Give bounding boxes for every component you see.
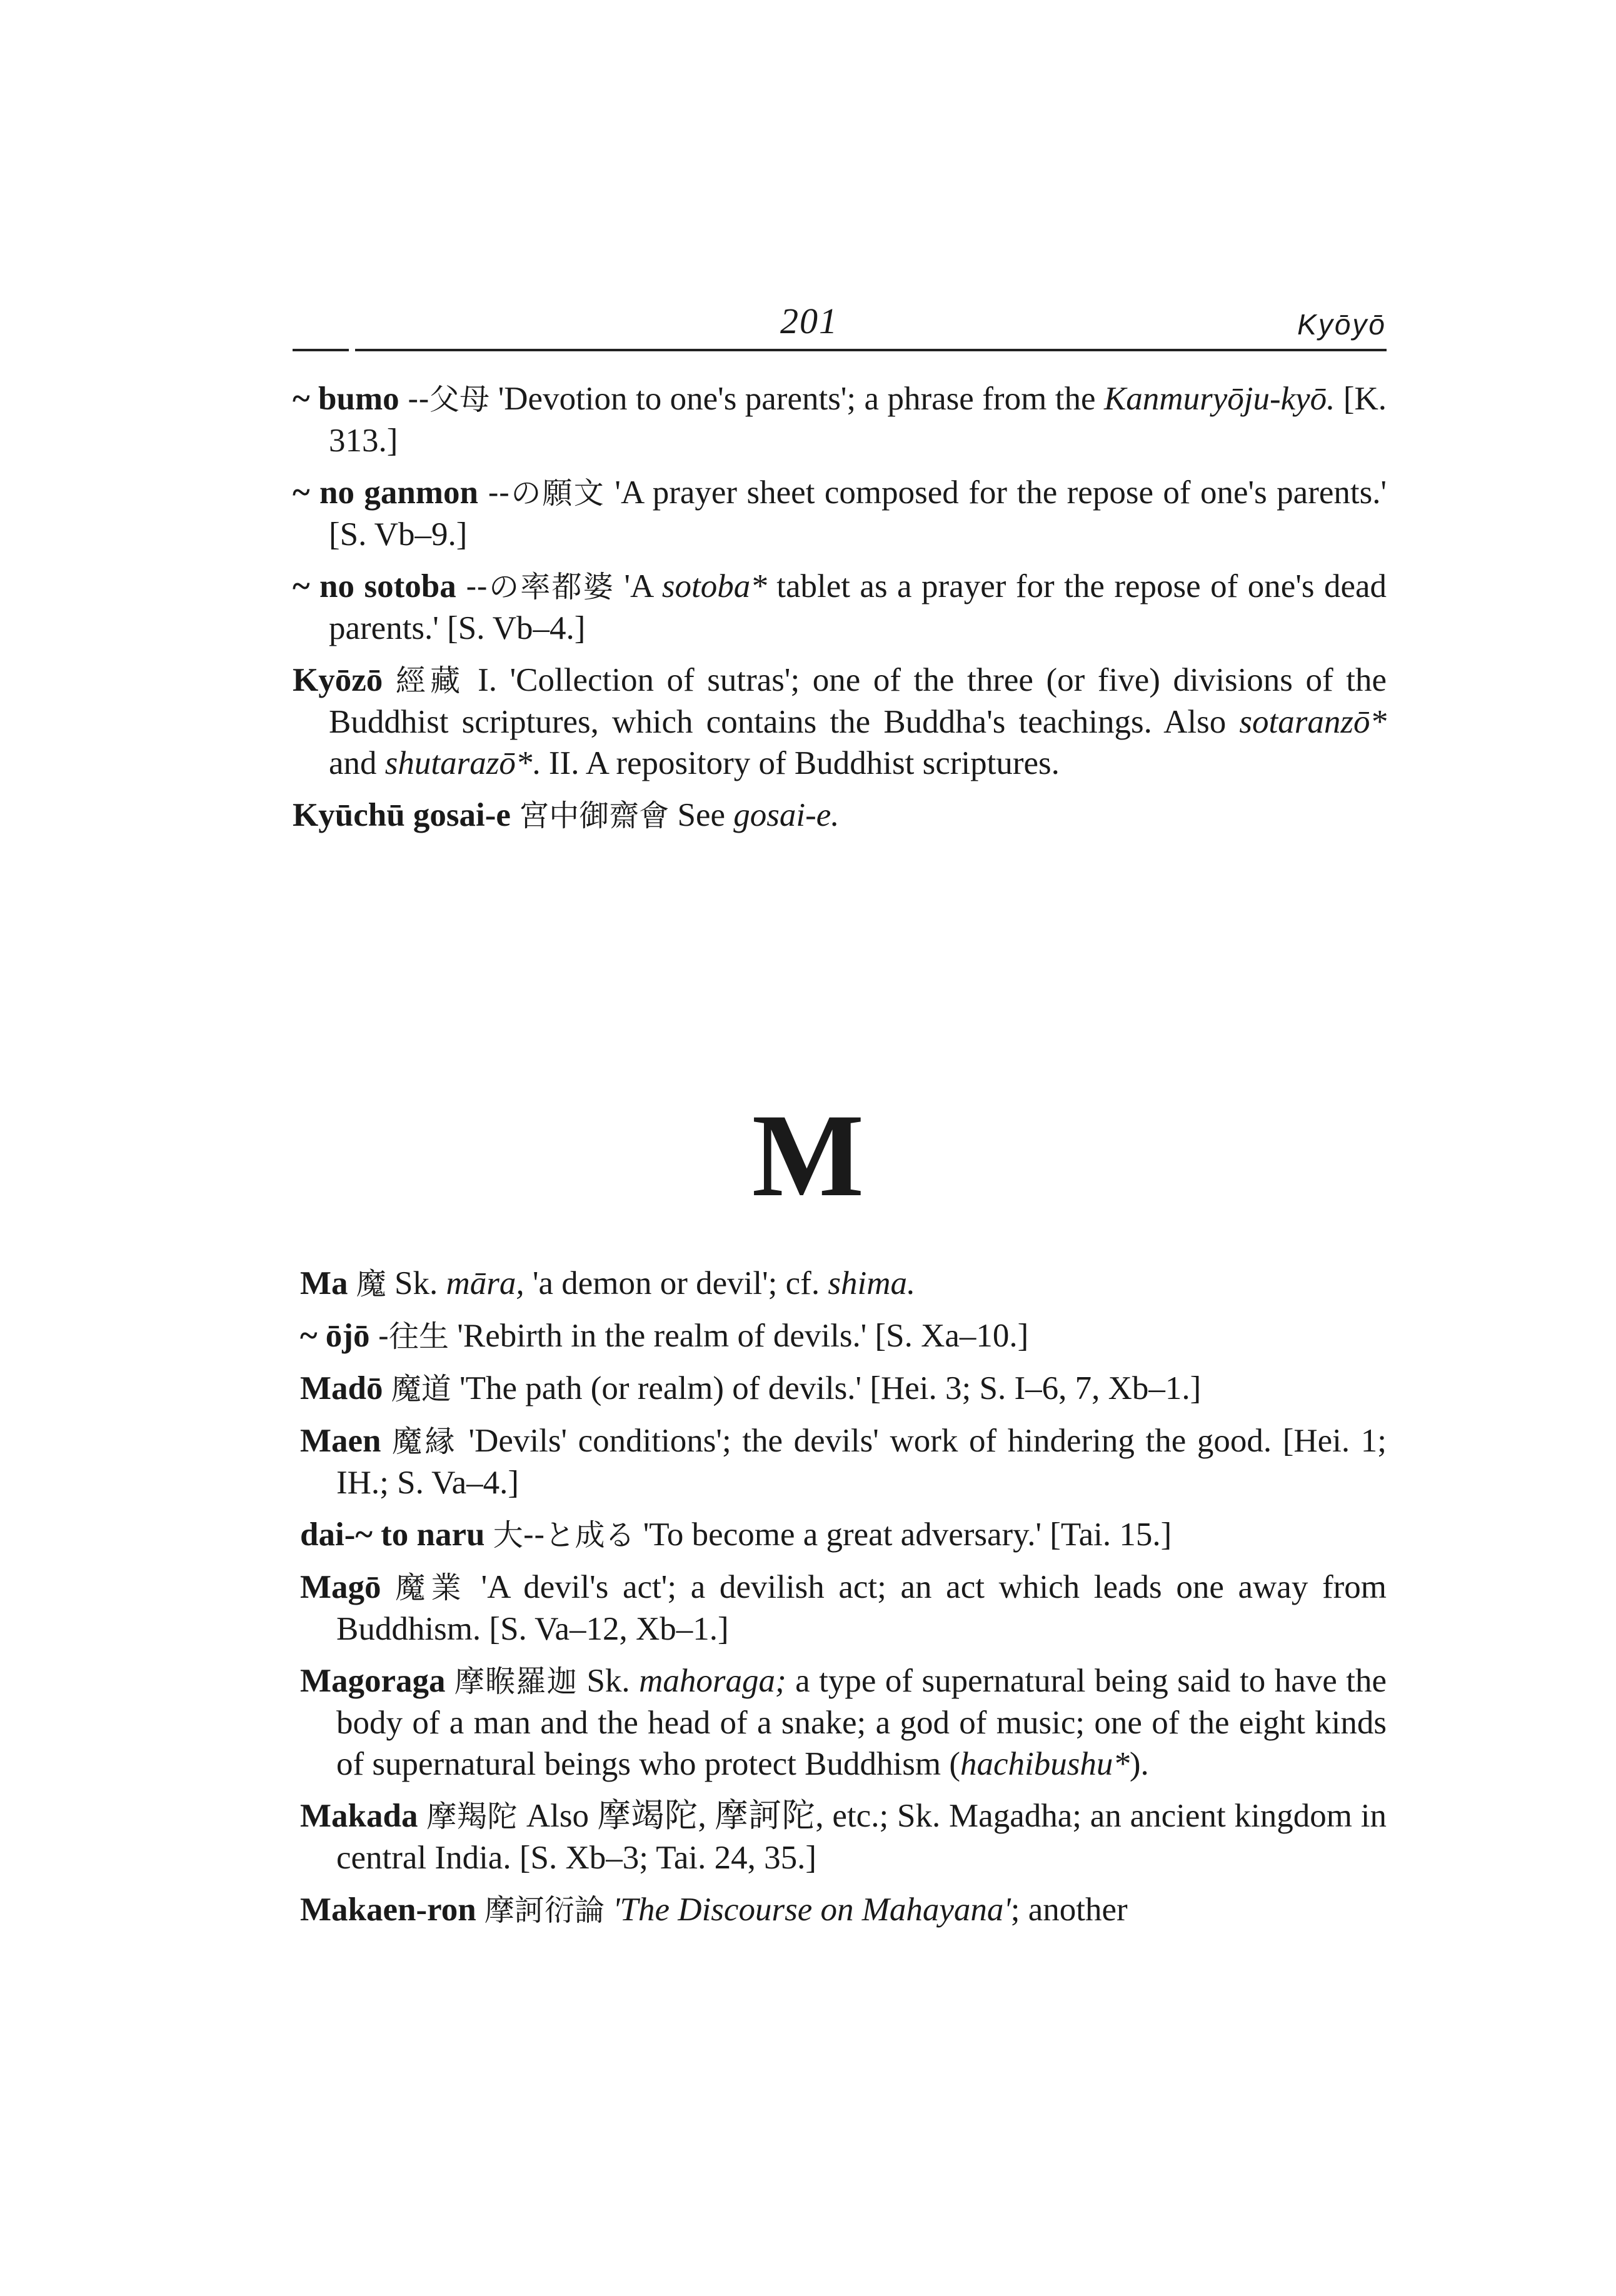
entry-no-ganmon: ~ no ganmon --の願文 'A prayer sheet composed for the repose of one's parents.' [S. Vb–9.] bbox=[293, 474, 1387, 553]
entry-ma: Ma 魔 Sk. māra, 'a demon or devil'; cf. shima. bbox=[300, 1265, 916, 1301]
header-rule-short bbox=[293, 349, 349, 351]
entry-makaen-ron: Makaen-ron 摩訶衍論 'The Discourse on Mahayana'; another bbox=[300, 1892, 1128, 1928]
entry-mago: Magō 魔業 'A devil's act'; a devilish act; an act which leads one away from Buddhism. [S. Va–12, Xb–1.] bbox=[300, 1569, 1387, 1647]
entry-ojo: ~ ōjō -往生 'Rebirth in the realm of devils.' [S. Xa–10.] bbox=[300, 1318, 1029, 1354]
bottom-entries bbox=[300, 1263, 1387, 1942]
top-entries bbox=[293, 378, 1387, 847]
entry-kyuchu-gosai-e: Kyūchū gosai-e 宮中御齋會 See gosai-e. bbox=[293, 797, 840, 833]
running-head: Kyōyō bbox=[1297, 308, 1387, 341]
entry-no-sotoba: ~ no sotoba --の率都婆 'A sotoba* tablet as a prayer for the repose of one's dead parents.' [S. Vb–4.] bbox=[293, 568, 1387, 646]
entry-kyozo: Kyōzō 經藏 I. 'Collection of sutras'; one of the three (or five) divisions of the Buddhist scriptures, which contains the Buddha's teachings. Also sotaranzō* and shutarazō*. II. A repository of Buddhist scriptures. bbox=[293, 662, 1387, 781]
entry-bumo: ~ bumo --父母 'Devotion to one's parents'; a phrase from the Kanmuryōju-kyō. [K. 313.] bbox=[293, 381, 1387, 459]
entry-mado: Madō 魔道 'The path (or realm) of devils.' [Hei. 3; S. I–6, 7, Xb–1.] bbox=[300, 1370, 1202, 1406]
page-number: 201 bbox=[780, 301, 838, 341]
section-letter: M bbox=[751, 1090, 865, 1221]
header-rule bbox=[355, 349, 1387, 351]
entry-maen: Maen 魔縁 'Devils' conditions'; the devils' work of hindering the good. [Hei. 1; IH.; S. Va–4.] bbox=[300, 1423, 1387, 1501]
entry-magoraga: Magoraga 摩睺羅迦 Sk. mahoraga; a type of supernatural being said to have the body of a man and the head of a snake; a god of music; one of the eight kinds of supernatural beings who protect Buddhism (hachibushu*). bbox=[300, 1663, 1387, 1782]
page-header bbox=[293, 294, 1387, 350]
entry-makada: Makada 摩羯陀 Also 摩竭陀, 摩訶陀, etc.; Sk. Magadha; an ancient kingdom in central India. [S. Xb–3; Tai. 24, 35.] bbox=[300, 1798, 1387, 1876]
entry-dai-to-naru: dai-~ to naru 大--と成る 'To become a great adversary.' [Tai. 15.] bbox=[300, 1516, 1172, 1553]
